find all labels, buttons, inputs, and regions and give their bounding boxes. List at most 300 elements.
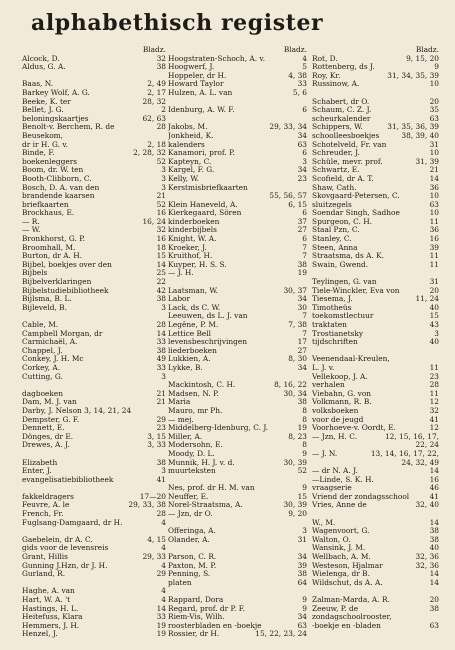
entry-pages: 2, 49	[147, 79, 166, 89]
index-entry	[22, 269, 166, 278]
entry-name: Bijbel, boekjes over den	[22, 260, 112, 269]
entry-pages: 8	[302, 414, 307, 424]
entry-pages: 17—20	[139, 491, 166, 501]
entry-name: Bijbels	[22, 269, 48, 278]
entry-pages: 38	[156, 294, 166, 304]
entry-pages: 21	[156, 191, 166, 201]
index-entry	[312, 132, 439, 141]
index-entry	[22, 501, 166, 510]
index-entry	[168, 106, 307, 115]
entry-name: Tiele-Winckler, Eva von	[312, 286, 400, 295]
entry-pages: 34	[297, 552, 307, 562]
index-entry	[22, 373, 166, 382]
entry-name: Skovgaard-Petersen, C.	[312, 192, 400, 201]
index-entry	[22, 295, 166, 304]
letter-section-gap	[22, 527, 166, 536]
index-entry	[168, 596, 307, 605]
index-entry	[168, 149, 307, 158]
index-entry	[22, 630, 166, 639]
entry-name: Zalman-Marda, A. R.	[312, 596, 390, 604]
entry-pages: 14	[156, 259, 166, 269]
entry-name: Kargel, F. G.	[168, 166, 215, 175]
index-entry	[22, 364, 166, 373]
entry-pages: 3	[161, 371, 166, 381]
index-entry	[168, 226, 307, 235]
entry-pages: 9, 15, 20	[406, 53, 439, 63]
entry-name: kalenders	[168, 140, 205, 149]
entry-pages: 31, 39	[415, 156, 439, 166]
entry-pages: 3	[161, 466, 166, 476]
entry-name: Nes, prof. dr H. M. van	[168, 484, 255, 493]
index-entry	[22, 184, 166, 193]
entry-pages: 16	[429, 474, 439, 484]
index-entry	[22, 407, 166, 416]
entry-pages: 10	[429, 79, 439, 89]
entry-name: -boekje en -bladen	[312, 621, 381, 630]
entry-pages: 19	[156, 629, 166, 639]
entry-name: Howard Taylor	[168, 80, 224, 89]
entry-name: — R.	[22, 217, 40, 226]
entry-pages: 2, 18	[147, 139, 166, 149]
entry-pages: 6	[302, 208, 307, 218]
entry-name: Staal Pzn, C.	[312, 226, 360, 235]
letter-section-gap	[22, 312, 166, 321]
index-entry	[312, 106, 439, 115]
entry-pages: 46	[429, 483, 439, 493]
index-entry	[22, 115, 166, 124]
index-entry	[312, 295, 439, 304]
entry-pages: 16	[156, 234, 166, 244]
entry-pages: 38	[429, 534, 439, 544]
index-entry	[312, 562, 439, 571]
index-entry	[312, 252, 439, 261]
entry-pages: 30, 37	[283, 285, 307, 295]
entry-name: Grant, Hillis	[22, 553, 68, 562]
entry-pages: 25	[156, 268, 166, 278]
entry-pages: 20	[429, 96, 439, 106]
entry-pages: 28, 32	[142, 96, 166, 106]
index-entry	[168, 132, 307, 141]
entry-pages: 27	[297, 225, 307, 235]
entry-pages: 41	[429, 491, 439, 501]
index-entry	[168, 89, 307, 98]
entry-name: Gurland, R.	[22, 570, 66, 579]
entry-pages: 39	[297, 560, 307, 570]
entry-name: scheurkalender	[312, 114, 371, 123]
index-entry	[168, 192, 307, 201]
entry-name: Rot, D.	[312, 54, 338, 63]
entry-pages: 8, 30	[288, 354, 307, 364]
entry-pages: 33	[156, 362, 166, 372]
entry-name: evangelisatiebibliotheek	[22, 475, 114, 484]
entry-name: Munnik, H. J. v. d.	[168, 458, 235, 467]
entry-name: Dempster, G. F.	[22, 415, 80, 424]
entry-name: Leeuwen, ds L. J. van	[168, 312, 248, 321]
letter-section-gap	[168, 98, 307, 107]
index-entry	[168, 252, 307, 261]
entry-pages: 2, 17	[147, 87, 166, 97]
entry-pages: 3	[434, 328, 439, 338]
index-entry	[22, 398, 166, 407]
index-entry	[312, 373, 439, 382]
entry-name: Brockhaus, E.	[22, 209, 75, 218]
entry-name: Spurgeon, C. H.	[312, 217, 372, 226]
index-entry	[168, 269, 307, 278]
index-entry	[312, 484, 439, 493]
entry-pages: 21	[156, 397, 166, 407]
entry-name: Tiesema, J.	[312, 295, 353, 304]
entry-pages: 10	[429, 148, 439, 158]
entry-pages: 62, 63	[142, 113, 166, 123]
index-entry	[22, 80, 166, 89]
index-column-3	[312, 46, 439, 630]
index-entry	[312, 192, 439, 201]
entry-name: dagboeken	[22, 389, 64, 398]
entry-name: Bijleveld, B.	[22, 303, 67, 312]
entry-pages: 38	[429, 526, 439, 536]
index-entry	[22, 390, 166, 399]
entry-pages: 35	[429, 105, 439, 115]
entry-pages: 14	[429, 569, 439, 579]
index-entry	[168, 613, 307, 622]
entry-name: dr ir H. G. v.	[22, 140, 68, 149]
index-entry	[312, 398, 439, 407]
index-entry	[22, 244, 166, 253]
entry-name: Schreuder, J.	[312, 149, 360, 158]
entry-name: Bosch, D. A. van den	[22, 183, 100, 192]
entry-pages: 63	[429, 113, 439, 123]
entry-name: fakkeldragers	[22, 492, 74, 501]
entry-pages: 43	[429, 320, 439, 329]
entry-name: Wansink, J. M.	[312, 544, 366, 553]
index-entry	[22, 132, 166, 141]
index-entry	[312, 304, 439, 313]
index-entry	[312, 244, 439, 253]
entry-pages: 20	[429, 595, 439, 604]
entry-name: platen	[168, 578, 192, 587]
index-entry	[312, 459, 439, 468]
entry-name: Mackintosh, C. H.	[168, 381, 236, 390]
entry-pages: 17	[297, 337, 307, 347]
entry-pages: 14	[429, 173, 439, 183]
index-entry	[312, 467, 439, 476]
entry-pages: 38, 39, 40	[401, 130, 439, 140]
entry-pages: 41	[429, 414, 439, 424]
entry-name: traktaten	[312, 321, 347, 329]
index-entry	[168, 536, 307, 545]
index-entry	[312, 355, 439, 364]
entry-pages: 4	[161, 543, 166, 553]
entry-name: schoolleesboekjes	[312, 131, 380, 140]
index-entry	[168, 570, 307, 579]
entry-pages: 4	[302, 53, 307, 63]
entry-pages: 63	[429, 620, 439, 630]
index-entry	[168, 141, 307, 150]
entry-pages: 10	[429, 208, 439, 218]
entry-name: Hulzen, A. L. van	[168, 88, 233, 97]
index-entry	[312, 321, 439, 330]
entry-name: —Linde, S. K. H.	[312, 475, 374, 484]
entry-name: Henzel, J.	[22, 630, 58, 639]
entry-name: Cutting, G.	[22, 372, 63, 381]
index-column-1	[22, 46, 166, 639]
index-entry	[168, 72, 307, 81]
entry-pages: 40	[429, 337, 439, 347]
entry-name: Vellekoop, J. A.	[312, 372, 368, 381]
index-entry	[22, 158, 166, 167]
entry-pages: 38	[156, 345, 166, 355]
entry-pages: 30	[297, 302, 307, 312]
entry-pages: 16, 24	[142, 216, 166, 226]
entry-name: Regard, prof. dr P. F.	[168, 604, 246, 613]
entry-name: — J. N.	[312, 449, 338, 458]
index-entry	[168, 235, 307, 244]
entry-name: Westeson, Hjalmar	[312, 561, 383, 570]
index-entry	[168, 579, 307, 588]
entry-pages: 5	[302, 62, 307, 72]
entry-name: Wildschut, ds A. A.	[312, 578, 383, 587]
index-entry	[22, 226, 166, 235]
index-entry	[168, 630, 307, 639]
entry-pages: 38	[429, 603, 439, 613]
entry-name: Fuglsang-Damgaard, dr H.	[22, 518, 123, 527]
entry-name	[312, 459, 399, 468]
index-entry	[312, 209, 439, 218]
entry-pages: 63	[297, 620, 307, 630]
entry-pages: 4	[161, 595, 166, 604]
entry-name: — mej.	[168, 415, 194, 424]
index-entry	[22, 596, 166, 605]
index-entry	[22, 355, 166, 364]
index-entry	[168, 553, 307, 562]
entry-name: Swain, Gwend.	[312, 260, 369, 269]
index-entry	[168, 398, 307, 407]
index-entry	[312, 278, 439, 287]
entry-pages: 8	[302, 440, 307, 450]
index-entry	[22, 261, 166, 270]
entry-pages: 7, 38	[288, 320, 307, 329]
entry-name: Lack, ds C. W.	[168, 303, 221, 312]
index-entry	[168, 433, 307, 442]
entry-name: Hoogstraten-Schoch, A. v.	[168, 54, 266, 63]
letter-section-gap	[22, 450, 166, 459]
entry-name: Walton, O.	[312, 535, 351, 544]
entry-name: Barkey Wolf, A. G.	[22, 88, 90, 97]
index-entry	[22, 278, 166, 287]
entry-name: gids voor de levensreis	[22, 544, 109, 553]
entry-pages: 9	[434, 62, 439, 72]
entry-pages: 14	[156, 328, 166, 338]
entry-pages: 8	[302, 405, 307, 415]
index-entry	[312, 235, 439, 244]
entry-name: — Jzn, dr O.	[168, 510, 213, 519]
entry-name: Aldus, G. A.	[22, 63, 66, 72]
entry-name: Haghe, A. van	[22, 587, 75, 596]
entry-name: liederboeken	[168, 346, 217, 355]
index-entry	[22, 441, 166, 450]
entry-pages: 38	[156, 62, 166, 72]
entry-name: Wagenvoort, G.	[312, 527, 370, 536]
entry-pages: 23	[429, 371, 439, 381]
entry-name: beloningskaartjes	[22, 114, 89, 123]
entry-pages: 3	[161, 173, 166, 183]
entry-name: Paxton, M. P.	[168, 561, 217, 570]
entry-name: Shaw, Cath.	[312, 183, 357, 192]
entry-name: Heitefuss, Klara	[22, 613, 83, 622]
entry-pages: 41	[156, 474, 166, 484]
entry-pages: 32, 36	[415, 560, 439, 570]
entry-pages: 38	[156, 457, 166, 467]
index-entry	[22, 252, 166, 261]
index-entry	[312, 312, 439, 321]
entry-pages: 40	[429, 543, 439, 553]
index-entry	[312, 364, 439, 373]
entry-name: Kierkegaard, Sören	[168, 209, 242, 218]
entry-name: briefkaarten	[22, 200, 69, 209]
entry-name: Legêne, P. M.	[168, 321, 219, 329]
index-entry	[22, 459, 166, 468]
entry-name: Volkmann, R. B.	[312, 398, 372, 407]
entry-name: Riem-Vis, Wilh.	[168, 613, 225, 622]
index-entry	[168, 459, 307, 468]
index-entry	[168, 218, 307, 227]
index-entry	[312, 98, 439, 107]
entry-name: Trostianetsky	[312, 329, 363, 338]
index-entry	[22, 476, 166, 485]
entry-name: Knight, W. A.	[168, 235, 217, 244]
entry-pages: 40	[429, 302, 439, 312]
entry-pages: 10	[429, 191, 439, 201]
entry-pages: 38	[297, 397, 307, 407]
index-entry	[22, 330, 166, 339]
entry-name: Schabert, dr O.	[312, 97, 370, 106]
index-entry	[168, 484, 307, 493]
entry-pages: 14	[429, 517, 439, 527]
column-header: Bladz.	[283, 45, 307, 54]
index-entry	[22, 149, 166, 158]
entry-pages: 30, 39	[283, 457, 307, 467]
entry-pages: 9	[302, 595, 307, 604]
entry-name: volksboeken	[312, 406, 359, 415]
entry-pages: 28	[156, 122, 166, 132]
entry-pages: 11, 24	[415, 294, 439, 304]
entry-name: Parson, C. R.	[168, 553, 217, 562]
entry-name: tijdschriften	[312, 338, 358, 347]
entry-name: Kapteyn, C.	[168, 157, 212, 166]
entry-pages: 36	[429, 225, 439, 235]
entry-pages: 49	[156, 354, 166, 364]
entry-name: Bronkhorst, G. P.	[22, 235, 86, 244]
entry-pages: 7	[302, 328, 307, 338]
entry-name: Elizabeth	[22, 458, 58, 467]
index-entry	[312, 158, 439, 167]
entry-name: L. J. v.	[312, 363, 335, 372]
entry-name: Laatsman, W.	[168, 286, 219, 295]
entry-pages: 32	[156, 225, 166, 235]
entry-name: Darby, J. Nelson 3, 14, 21, 24	[22, 406, 132, 415]
entry-pages: 29	[156, 569, 166, 579]
entry-pages: 11	[429, 259, 439, 269]
index-entry	[168, 330, 307, 339]
entry-name: — J. H.	[168, 269, 194, 278]
entry-pages: 28	[156, 509, 166, 519]
index-entry	[22, 424, 166, 433]
index-entry	[312, 55, 439, 64]
index-entry	[22, 467, 166, 476]
letter-section-gap	[168, 519, 307, 528]
index-entry	[168, 347, 307, 356]
index-entry	[22, 201, 166, 210]
entry-pages: 52	[156, 156, 166, 166]
index-entry	[168, 390, 307, 399]
index-entry	[22, 287, 166, 296]
entry-name: Stanley, C.	[312, 235, 352, 244]
entry-pages: 4	[161, 560, 166, 570]
index-entry	[312, 519, 439, 528]
entry-name: Vries, Anne de	[312, 501, 367, 510]
letter-section-gap	[22, 72, 166, 81]
entry-pages: 33	[156, 337, 166, 347]
entry-pages: 16	[156, 208, 166, 218]
entry-pages: 11	[429, 362, 439, 372]
index-entry	[168, 407, 307, 416]
entry-pages: 29, 33, 38	[128, 500, 166, 510]
index-entry	[312, 416, 439, 425]
index-entry	[312, 390, 439, 399]
entry-pages: 14	[156, 603, 166, 613]
entry-pages: 37	[297, 216, 307, 226]
entry-name: Madsen, N. P.	[168, 389, 219, 398]
entry-name: Jonkheid, K.	[168, 131, 214, 140]
index-entry	[22, 63, 166, 72]
index-entry	[312, 261, 439, 270]
index-entry	[22, 218, 166, 227]
index-entry	[168, 244, 307, 253]
index-entry	[312, 184, 439, 193]
entry-pages: 30, 39	[283, 500, 307, 510]
entry-pages: 8, 16, 22	[274, 380, 307, 390]
entry-name: Baas, N.	[22, 80, 54, 89]
index-entry	[22, 519, 166, 528]
entry-pages: 3	[161, 182, 166, 192]
entry-pages: 18	[156, 242, 166, 252]
entry-name: Rottenberg, ds J.	[312, 63, 375, 72]
index-entry	[312, 407, 439, 416]
index-entry	[168, 321, 307, 330]
entry-name: Beusekom,	[22, 131, 64, 140]
entry-name: Hastings, H. L.	[22, 604, 79, 613]
entry-pages: 33	[297, 79, 307, 89]
index-entry	[22, 510, 166, 519]
index-entry	[312, 476, 439, 485]
entry-pages: 29	[156, 414, 166, 424]
letter-section-gap	[168, 544, 307, 553]
entry-pages: 33	[156, 612, 166, 622]
entry-pages: 7	[302, 311, 307, 321]
entry-name: zondagschoolrooster,	[312, 613, 392, 622]
entry-name: boekenleggers	[22, 157, 78, 166]
entry-pages: 31, 35, 36, 39	[387, 122, 439, 132]
entry-pages: 4, 38	[288, 70, 307, 80]
entry-name: Russinow, A.	[312, 80, 360, 89]
entry-name: Hemmers, J. H.	[22, 621, 80, 630]
entry-name: sluitzegels	[312, 200, 352, 209]
index-entry	[168, 123, 307, 132]
index-entry	[22, 123, 166, 132]
entry-name: French, Fr.	[22, 510, 64, 519]
entry-name: Binde, F.	[22, 149, 55, 158]
entry-pages: 38	[297, 569, 307, 579]
